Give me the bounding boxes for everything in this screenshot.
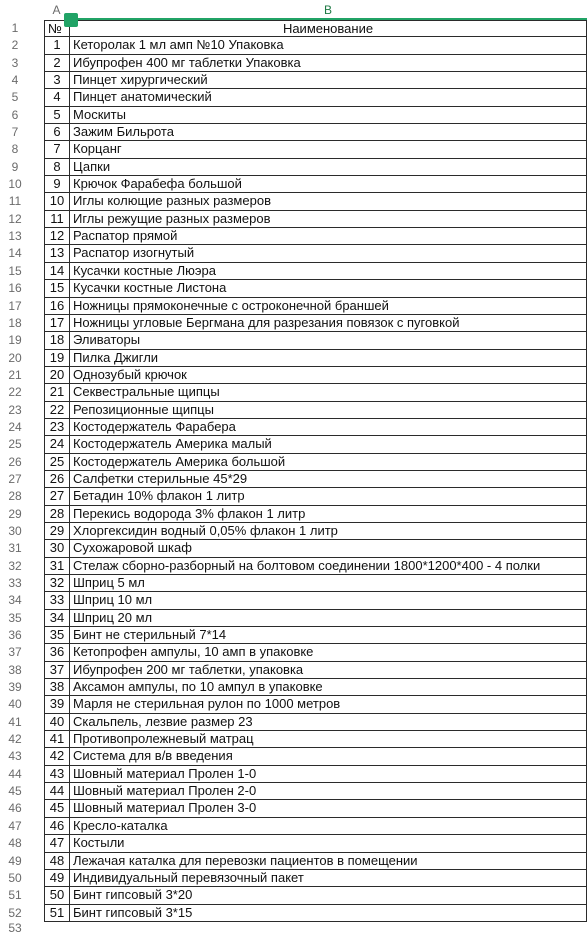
cell-item-number[interactable]: 45 [44,800,70,817]
row-number[interactable]: 26 [8,454,22,469]
cell-item-number[interactable]: 20 [44,367,70,384]
row-number[interactable]: 33 [8,576,22,590]
table-row [0,575,587,592]
cell-item-number[interactable]: 48 [44,853,70,870]
row-number[interactable]: 5 [11,90,19,105]
row-number[interactable]: 24 [8,419,22,434]
cell-item-number[interactable]: 29 [44,523,70,540]
cell-item-name[interactable]: Распатор прямой [70,228,587,245]
cell-item-name[interactable]: Система для в/в введения [70,748,587,765]
row-number[interactable]: 19 [8,333,22,348]
cell-item-name[interactable]: Ножницы угловые Бергмана для разрезания повязок с пуговкой [70,315,587,332]
select-all-corner[interactable] [0,0,44,20]
row-number[interactable]: 52 [8,905,22,920]
table-row [0,124,587,141]
cell-item-name[interactable]: Пинцет хирургический [70,72,587,89]
table-row [0,853,587,870]
cell-item-name[interactable]: Стелаж сборно-разборный на болтовом соединении 1800*1200*400 - 4 полки [70,558,587,575]
cell-item-number[interactable]: 19 [44,350,70,367]
cell-item-name[interactable]: Секвестральные щипцы [70,384,587,401]
cell-item-name[interactable]: Аксамон ампулы, по 10 ампул в упаковке [70,679,587,696]
cell-item-number[interactable]: 46 [44,818,70,835]
row-number[interactable]: 4 [11,73,19,88]
cell-item-number[interactable]: 42 [44,748,70,765]
row-number[interactable]: 7 [11,125,19,140]
table-row [0,384,587,401]
table-row [0,419,587,436]
table-row [0,887,587,904]
cell-item-number[interactable]: 40 [44,714,70,731]
table-row [0,488,587,505]
table-row [0,37,587,54]
cell-item-number[interactable]: 37 [44,662,70,679]
table-row [0,748,587,765]
table-row [0,714,587,731]
table-row [0,211,587,228]
table-row [0,454,587,471]
cell-item-name[interactable]: Ибупрофен 400 мг таблетки Упаковка [70,55,587,72]
cell-item-name[interactable]: Шовный материал Пролен 3-0 [70,800,587,817]
row-number[interactable]: 50 [8,870,22,885]
cell-item-number[interactable]: 32 [44,575,70,592]
table-row [0,89,587,106]
cell-item-number[interactable]: 8 [44,159,70,176]
cell-item-name[interactable]: Зажим Бильрота [70,124,587,141]
cell-item-number[interactable]: 7 [44,141,70,158]
row-number[interactable]: 27 [8,471,22,486]
row-number[interactable]: 37 [8,645,22,660]
table-row [0,523,587,540]
row-number[interactable]: 45 [8,784,22,799]
cell-item-number[interactable]: 26 [44,471,70,488]
row-number[interactable]: 41 [8,714,22,729]
table-row [0,72,587,89]
table-row [0,731,587,748]
cell-item-name[interactable]: Однозубый крючок [70,367,587,384]
row-number[interactable]: 40 [8,697,22,712]
row-number[interactable]: 1 [11,21,19,35]
table-row [0,280,587,297]
cell-item-name[interactable]: Шприц 20 мл [70,610,587,627]
cell-item-name[interactable]: Москиты [70,107,587,124]
cell-item-name[interactable]: Лежачая каталка для перевозки пациентов в помещении [70,853,587,870]
cell-item-name[interactable]: Корцанг [70,141,587,158]
cell-item-name[interactable]: Марля не стерильная рулон по 1000 метров [70,696,587,713]
cell-item-name[interactable]: Костодержатель Америка большой [70,454,587,471]
table-row [0,679,587,696]
cell-item-number[interactable]: 17 [44,315,70,332]
selection-fill-handle[interactable] [64,13,78,27]
cell-item-number[interactable]: 24 [44,436,70,453]
cell-item-name[interactable]: Костыли [70,835,587,852]
cell-item-number[interactable]: 22 [44,402,70,419]
cell-item-number[interactable]: 38 [44,679,70,696]
cell-item-number[interactable]: 34 [44,610,70,627]
table-row [0,644,587,661]
cell-item-name[interactable]: Салфетки стерильные 45*29 [70,471,587,488]
table-row [0,193,587,210]
cell-item-name[interactable]: Ибупрофен 200 мг таблетки, упаковка [70,662,587,679]
column-header-a[interactable]: A [52,3,61,17]
cell-item-name[interactable]: Крючок Фарабефа большой [70,176,587,193]
row-number[interactable]: 9 [11,159,19,174]
cell-item-name[interactable]: Репозиционные щипцы [70,402,587,419]
cell-item-number[interactable]: 15 [44,280,70,297]
cell-item-number[interactable]: 18 [44,332,70,349]
row-number[interactable]: 43 [8,749,22,764]
cell-item-number[interactable]: 50 [44,887,70,904]
cell-item-name[interactable]: Иглы колющие разных размеров [70,193,587,210]
cell-item-number[interactable]: 31 [44,558,70,575]
cell-item-name[interactable]: Сухожаровой шкаф [70,540,587,557]
cell-item-name[interactable]: Бинт гипсовый 3*20 [70,887,587,904]
row-number[interactable]: 6 [11,107,19,122]
table-row [0,540,587,557]
table-header-row [0,20,587,37]
row-number[interactable]: 32 [8,558,22,573]
cell-item-number[interactable]: 27 [44,488,70,505]
cell-item-name[interactable]: Кеторолак 1 мл амп №10 Упаковка [70,37,587,54]
cell-item-number[interactable]: 14 [44,263,70,280]
cell-item-name[interactable]: Хлоргексидин водный 0,05% флакон 1 литр [70,523,587,540]
row-number[interactable]: 14 [8,246,22,261]
cell-item-name[interactable]: Кетопрофен ампулы, 10 амп в упаковке [70,644,587,661]
table-row [0,436,587,453]
cell-item-name[interactable]: Распатор изогнутый [70,245,587,262]
table-row [0,141,587,158]
cell-item-number[interactable]: 10 [44,193,70,210]
table-row [0,696,587,713]
table-row [0,315,587,332]
cell-item-number[interactable]: 39 [44,696,70,713]
cell-item-number[interactable]: 21 [44,384,70,401]
cell-item-name[interactable]: Шприц 5 мл [70,575,587,592]
row-number[interactable]: 47 [8,818,22,833]
cell-item-number[interactable]: 5 [44,107,70,124]
cell-item-number[interactable]: 25 [44,454,70,471]
table-row [0,800,587,817]
table-row [0,870,587,887]
cell-item-name[interactable]: Пилка Джигли [70,350,587,367]
row-number[interactable]: 39 [8,680,22,695]
cell-item-name[interactable]: Бинт гипсовый 3*15 [70,905,587,922]
table-row [0,245,587,262]
cell-item-number[interactable]: 28 [44,506,70,523]
table-row [0,332,587,349]
row-number[interactable]: 13 [8,229,22,244]
cell-item-name[interactable]: Кресло-каталка [70,818,587,835]
row-number[interactable]: 29 [8,506,22,521]
cell-item-number[interactable]: 13 [44,245,70,262]
table-row [0,592,587,609]
cell-item-number[interactable]: 1 [44,37,70,54]
row-number[interactable]: 35 [8,610,22,625]
row-number[interactable]: 49 [8,853,22,868]
row-number[interactable]: 25 [8,437,22,452]
table-row [0,228,587,245]
table-row [0,471,587,488]
table-row [0,506,587,523]
cell-item-name[interactable]: Шовный материал Пролен 1-0 [70,766,587,783]
cell-item-name[interactable]: Шприц 10 мл [70,592,587,609]
row-number[interactable]: 15 [8,263,22,278]
row-number[interactable]: 21 [8,367,22,382]
row-number[interactable]: 18 [8,315,22,330]
cell-item-name[interactable]: Эливаторы [70,332,587,349]
table-row [0,627,587,644]
cell-item-number[interactable]: 3 [44,72,70,89]
row-number[interactable]: 28 [8,489,22,504]
row-number[interactable]: 23 [8,402,22,417]
row-number[interactable]: 44 [8,766,22,781]
cell-item-name[interactable]: Костодержатель Фарабера [70,419,587,436]
row-number[interactable]: 51 [8,888,22,903]
cell-item-number[interactable]: 43 [44,766,70,783]
row-number[interactable]: 36 [8,628,22,643]
row-number[interactable]: 3 [11,55,19,70]
header-cell-name[interactable]: Наименование [70,20,587,37]
row-number[interactable]: 48 [8,836,22,851]
cell-item-number[interactable]: 49 [44,870,70,887]
cell-item-name[interactable]: Индивидуальный перевязочный пакет [70,870,587,887]
row-number[interactable]: 17 [8,298,22,313]
cell-item-name[interactable]: Кусачки костные Листона [70,280,587,297]
header-cell-number[interactable]: № [44,20,70,37]
table-row [0,835,587,852]
spreadsheet-grid [0,20,587,939]
cell-item-name[interactable]: Иглы режущие разных размеров [70,211,587,228]
cell-item-name[interactable]: Противопролежневый матрац [70,731,587,748]
cell-item-number[interactable]: 33 [44,592,70,609]
table-row [0,610,587,627]
row-number[interactable]: 22 [8,385,22,400]
row-number[interactable]: 34 [8,593,22,608]
cell-item-name[interactable]: Кусачки костные Люэра [70,263,587,280]
row-number[interactable]: 12 [8,211,22,226]
table-row [0,159,587,176]
table-row [0,367,587,384]
cell-item-number[interactable]: 4 [44,89,70,106]
table-row [0,402,587,419]
row-number[interactable]: 38 [8,662,22,677]
table-row [0,107,587,124]
table-row-empty [0,922,587,939]
cell-item-name[interactable]: Бинт не стерильный 7*14 [70,627,587,644]
table-row [0,783,587,800]
cell-item-number[interactable]: 16 [44,298,70,315]
cell-item-name[interactable]: Пинцет анатомический [70,89,587,106]
cell-item-number[interactable]: 6 [44,124,70,141]
cell-item-name[interactable]: Цапки [70,159,587,176]
table-row [0,350,587,367]
cell-item-number[interactable]: 36 [44,644,70,661]
table-row [0,662,587,679]
row-number[interactable]: 31 [8,541,22,556]
row-number[interactable]: 42 [8,732,22,747]
cell-item-name[interactable]: Ножницы прямоконечные с остроконечной браншей [70,298,587,315]
table-row [0,176,587,193]
row-number[interactable]: 46 [8,801,22,816]
row-number[interactable]: 53 [8,920,22,935]
table-row [0,263,587,280]
table-row [0,766,587,783]
cell-item-number[interactable]: 23 [44,419,70,436]
row-number[interactable]: 10 [8,177,22,192]
cell-item-name[interactable]: Бетадин 10% флакон 1 литр [70,488,587,505]
cell-item-number[interactable]: 44 [44,783,70,800]
column-header-b[interactable]: B [69,0,587,20]
cell-item-number[interactable]: 51 [44,905,70,922]
cell-item-number[interactable]: 41 [44,731,70,748]
cell-item-number[interactable]: 12 [44,228,70,245]
cell-item-number[interactable]: 2 [44,55,70,72]
cell-item-name[interactable]: Скальпель, лезвие размер 23 [70,714,587,731]
cell-item-number[interactable]: 35 [44,627,70,644]
cell-item-name[interactable]: Костодержатель Америка малый [70,436,587,453]
table-row [0,905,587,922]
cell-item-name[interactable]: Шовный материал Пролен 2-0 [70,783,587,800]
table-row [0,558,587,575]
table-row [0,298,587,315]
row-number[interactable]: 8 [11,142,19,157]
cell-item-number[interactable]: 9 [44,176,70,193]
row-number[interactable]: 2 [11,38,19,53]
cell-item-number[interactable]: 11 [44,211,70,228]
cell-item-number[interactable]: 47 [44,835,70,852]
table-row [0,55,587,72]
table-row [0,818,587,835]
row-number[interactable]: 16 [8,281,22,296]
row-number[interactable]: 11 [8,194,22,209]
row-number[interactable]: 20 [8,350,22,365]
cell-item-name[interactable]: Перекись водорода 3% флакон 1 литр [70,506,587,523]
row-number[interactable]: 30 [8,523,22,538]
cell-item-number[interactable]: 30 [44,540,70,557]
column-header-bar [0,0,587,20]
